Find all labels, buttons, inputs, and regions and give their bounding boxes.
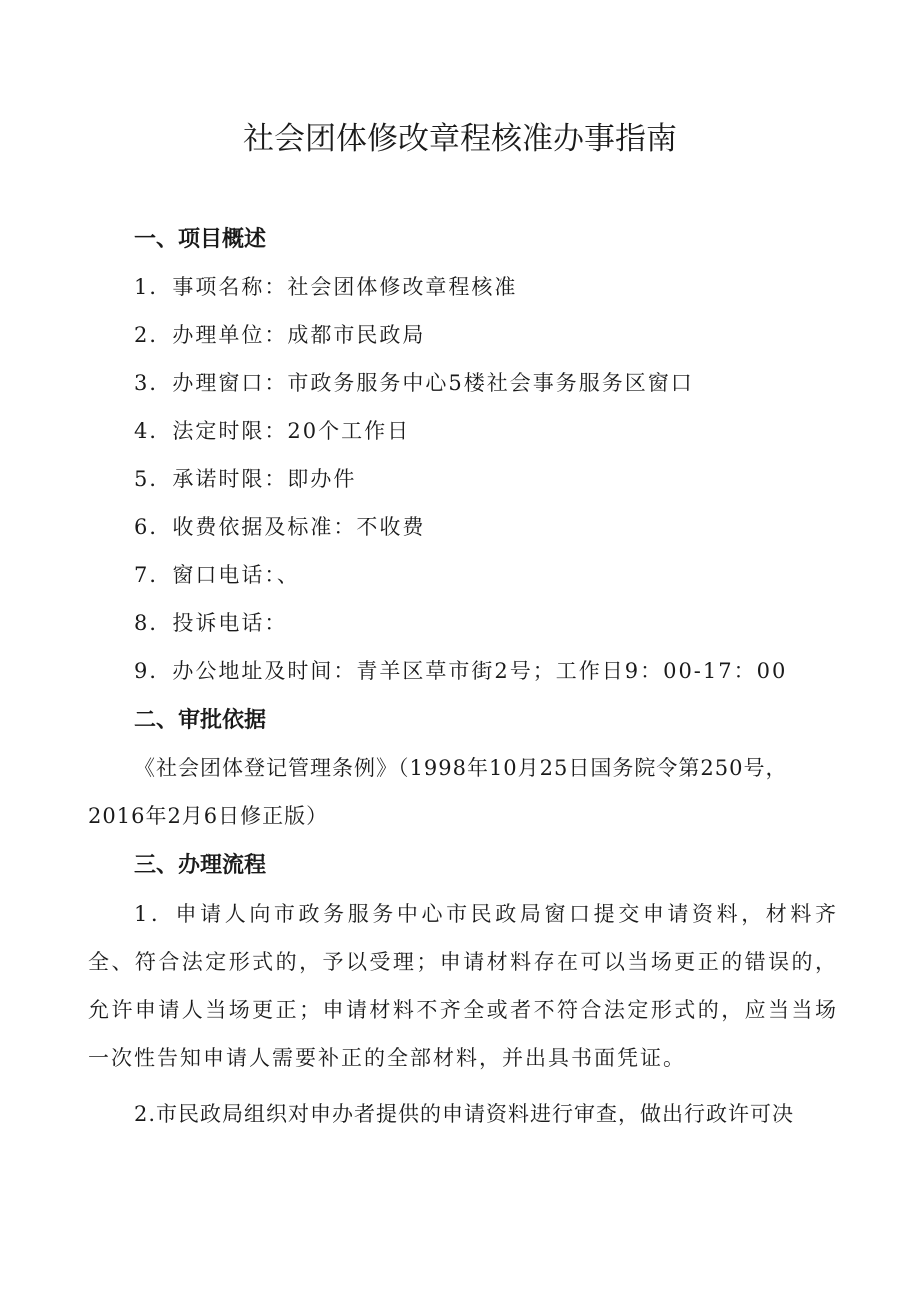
list-item: 3．办理窗口：市政务服务中心5楼社会事务服务区窗口 [134, 371, 694, 395]
section-heading-process: 三、办理流程 [134, 853, 267, 878]
basis-text-line-1: 《社会团体登记管理条例》（1998年10月25日国务院令第250号， [134, 756, 788, 780]
list-item: 5．承诺时限：即办件 [134, 467, 357, 491]
document-title: 社会团体修改章程核准办事指南 [243, 121, 677, 157]
list-item: 6．收费依据及标准：不收费 [134, 515, 426, 539]
list-item: 4．法定时限：20个工作日 [134, 419, 411, 443]
list-item: 2．办理单位：成都市民政局 [134, 323, 426, 347]
list-item: 9．办公地址及时间：青羊区草市街2号；工作日9：00-17：00 [134, 659, 788, 683]
list-item: 1．事项名称：社会团体修改章程核准 [134, 275, 518, 299]
section-heading-overview: 一、项目概述 [134, 227, 267, 252]
process-paragraph-1: 1．申请人向市政务服务中心市民政局窗口提交申请资料，材料齐全、符合法定形式的，予以受理；申请材料存在可以当场更正的错误的，允许申请人当场更正；申请材料不齐全或者不符合法定形式的，应当当场一次性告知申请人需要补正的全部材料，并出具书面凭证。 [88, 902, 838, 1070]
list-item: 8．投诉电话： [134, 611, 288, 635]
list-item: 7．窗口电话：、 [134, 563, 300, 587]
process-paragraph-2: 2.市民政局组织对申办者提供的申请资料进行审查，做出行政许可决 [134, 1102, 795, 1126]
basis-text-line-2: 2016年2月6日修正版） [88, 804, 329, 828]
section-heading-basis: 二、审批依据 [134, 708, 267, 733]
